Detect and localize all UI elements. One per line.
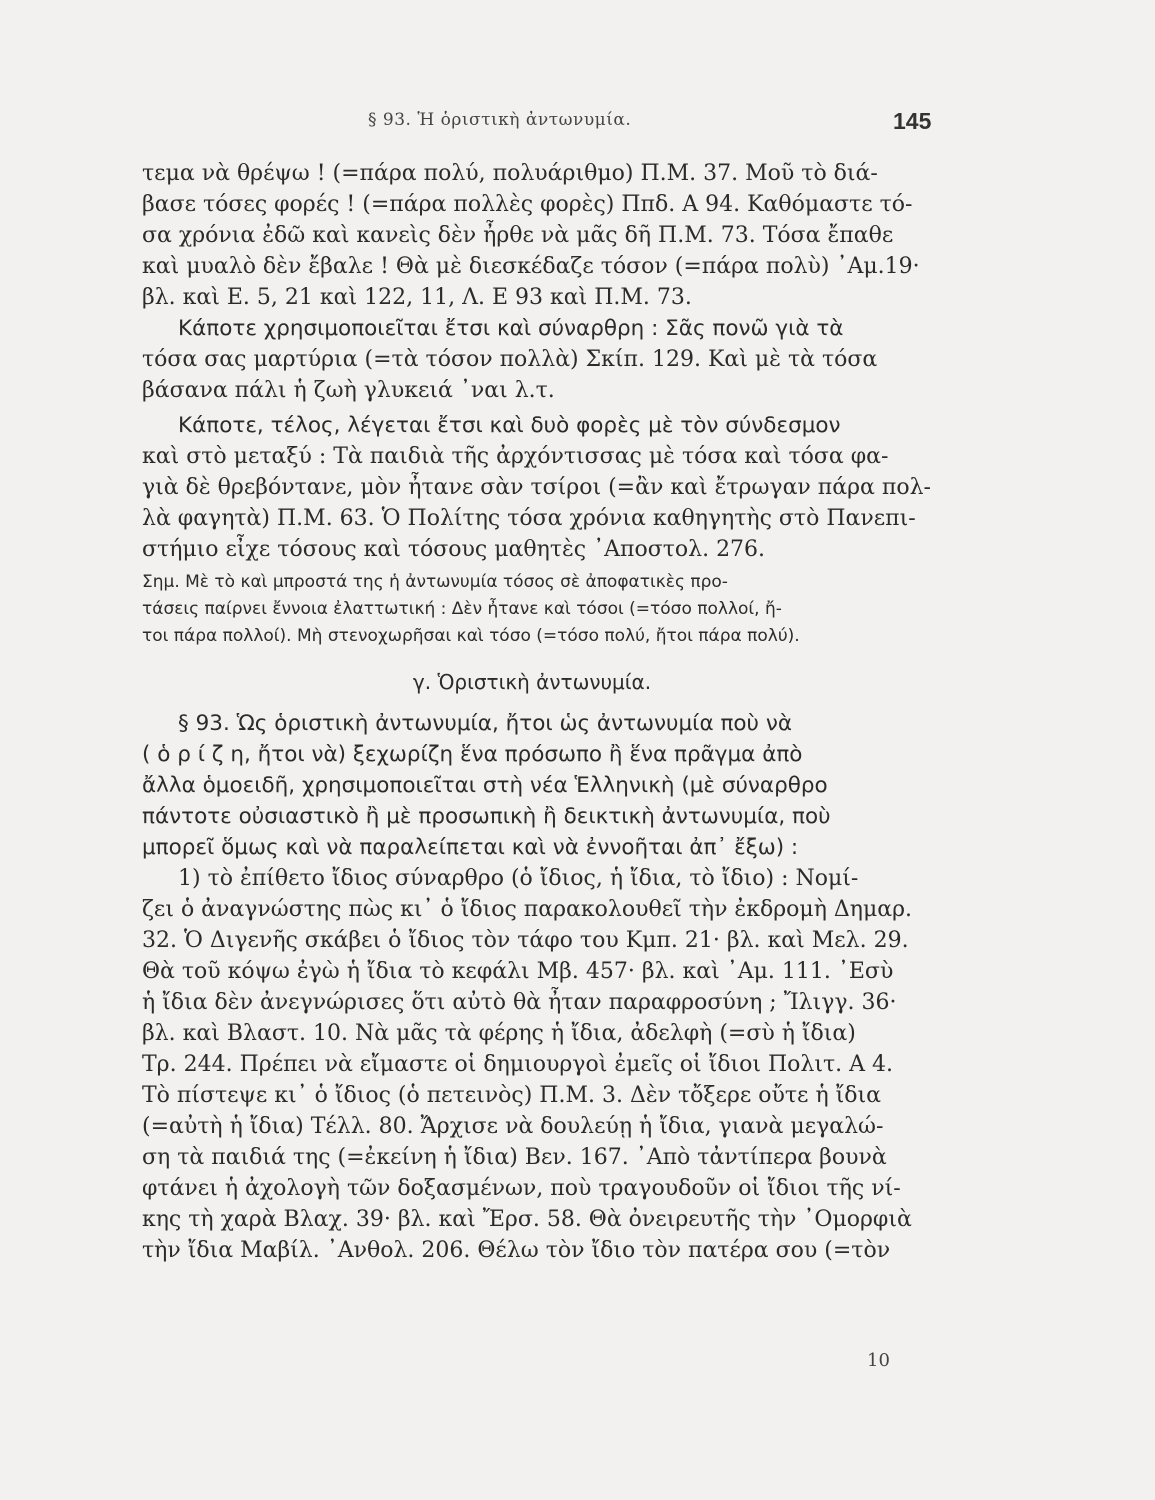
text-line: βλ. καὶ Βλαστ. 10. Νὰ μᾶς τὰ φέρης ἡ ἴδια, ἀδελφὴ (=σὺ ἡ ἴδια) xyxy=(142,1021,856,1046)
text-line: § 93. Ὡς ὁριστικὴ ἀντωνυμία, ἤτοι ὡς ἀντωνυμία ποὺ νὰ xyxy=(178,711,793,736)
text-line: στήμιο εἶχε τόσους καὶ τόσους μαθητὲς ᾿Αποστολ. 276. xyxy=(142,537,766,562)
text-line: (=αὐτὴ ἡ ἴδια) Τέλλ. 80. Ἄρχισε νὰ δουλεύῃ ἡ ἴδια, γιανὰ μεγαλώ- xyxy=(142,1114,884,1139)
paragraph-synarthri xyxy=(142,313,942,406)
text-line: καὶ στὸ μεταξύ : Τὰ παιδιὰ τῆς ἀρχόντισσας μὲ τόσα καὶ τόσα φα- xyxy=(142,444,889,469)
text-line: Κάποτε χρησιμοποιεῖται ἔτσι καὶ σύναρθρη : Σᾶς πονῶ γιὰ τὰ xyxy=(178,316,844,341)
text-line: μπορεῖ ὅμως καὶ νὰ παραλείπεται καὶ νὰ ἐννοῆται ἀπ᾿ ἔξω) : xyxy=(142,835,799,860)
text-line: τεμα νὰ θρέψω ! (=πάρα πολύ, πολυάριθμο) Π.Μ. 37. Μοῦ τὸ διά- xyxy=(142,161,878,186)
paragraph-dyo-fores xyxy=(142,410,942,565)
text-line: βλ. καὶ Ε. 5, 21 καὶ 122, 11, Λ. Ε 93 καὶ Π.Μ. 73. xyxy=(142,285,692,310)
text-line: Θὰ τοῦ κόψω ἐγὼ ἡ ἴδια τὸ κεφάλι Μβ. 457· βλ. καὶ ᾿Αμ. 111. ᾿Εσὺ xyxy=(142,959,894,984)
text-line: ση τὰ παιδιά της (=ἐκείνη ἡ ἴδια) Βεν. 167. ᾿Απὸ τἀντίπερα βουνὰ xyxy=(142,1145,887,1170)
text-line: τόσα σας μαρτύρια (=τὰ τόσον πολλὰ) Σκίπ. 129. Καὶ μὲ τὰ τόσα xyxy=(142,347,878,372)
text-line: 1) τὸ ἐπίθετο ἴδιος σύναρθρο (ὁ ἴδιος, ἡ ἴδια, τὸ ἴδιο) : Νομί- xyxy=(178,866,859,891)
note-line: Σημ. Μὲ τὸ καὶ μπροστά της ἡ ἀντωνυμία τόσος σὲ ἀποφατικὲς προ- xyxy=(142,572,728,592)
text-line: λὰ φαγητὰ) Π.Μ. 63. Ὁ Πολίτης τόσα χρόνια καθηγητὴς στὸ Πανεπι- xyxy=(142,506,916,531)
text-line: βάσανα πάλι ἡ ζωὴ γλυκειά ᾿ναι λ.τ. xyxy=(142,378,555,403)
page-body xyxy=(142,158,942,1266)
note-block xyxy=(142,569,942,650)
section-93-intro xyxy=(142,708,942,863)
point-1-idios xyxy=(142,863,942,1266)
text-line: καὶ μυαλὸ δὲν ἔβαλε ! Θὰ μὲ διεσκέδαζε τόσον (=πάρα πολὺ) ᾿Αμ.19· xyxy=(142,254,920,279)
text-line: ζει ὁ ἀναγνώστης πὼς κι᾿ ὁ ἴδιος παρακολουθεῖ τὴν ἐκδρομὴ Δημαρ. xyxy=(142,897,913,922)
text-line: Τὸ πίστεψε κι᾿ ὁ ἴδιος (ὁ πετεινὸς) Π.Μ. 3. Δὲν τὄξερε οὔτε ἡ ἴδια xyxy=(142,1083,881,1108)
paragraph-tosos-examples xyxy=(142,158,942,313)
text-line: ἡ ἴδια δὲν ἀνεγνώρισες ὅτι αὐτὸ θὰ ἦταν παραφροσύνη ; Ἴλιγγ. 36· xyxy=(142,990,897,1015)
page-header xyxy=(0,104,1155,144)
text-line: Κάποτε, τέλος, λέγεται ἔτσι καὶ δυὸ φορὲς μὲ τὸν σύνδεσμον xyxy=(178,413,841,438)
text-line: ( ὁ ρ ί ζ η, ἤτοι νὰ) ξεχωρίζη ἕνα πρόσωπο ἢ ἕνα πρᾶγμα ἀπὸ xyxy=(142,742,803,767)
text-line: σα χρόνια ἐδῶ καὶ κανεὶς δὲν ἦρθε νὰ μᾶς δῆ Π.Μ. 73. Τόσα ἔπαθε xyxy=(142,223,894,248)
text-line: τὴν ἴδια Μαβίλ. ᾿Ανθολ. 206. Θέλω τὸν ἴδιο τὸν πατέρα σου (=τὸν xyxy=(142,1238,891,1263)
section-heading: γ. Ὁριστικὴ ἀντωνυμία. xyxy=(412,670,652,694)
note-line: τάσεις παίρνει ἔννοια ἐλαττωτική : Δὲν ἦτανε καὶ τόσοι (=τόσο πολλοί, ἤ- xyxy=(142,599,782,619)
text-line: 32. Ὁ Διγενῆς σκάβει ὁ ἴδιος τὸν τάφο του Κμπ. 21· βλ. καὶ Μελ. 29. xyxy=(142,928,909,953)
text-line: ἄλλα ὁμοειδῆ, χρησιμοποιεῖται στὴ νέα Ἑλληνικὴ (μὲ σύναρθρο xyxy=(142,773,828,798)
note-line: τοι πάρα πολλοί). Μὴ στενοχωρῆσαι καὶ τόσο (=τόσο πολύ, ἤτοι πάρα πολύ). xyxy=(142,626,800,646)
text-line: φτάνει ἡ ἀχολογὴ τῶν δοξασμένων, ποὺ τραγουδοῦν οἱ ἴδιοι τῆς νί- xyxy=(142,1176,901,1201)
text-line: βασε τόσες φορές ! (=πάρα πολλὲς φορὲς) Ππδ. Α 94. Καθόμαστε τό- xyxy=(142,192,913,217)
text-line: Τρ. 244. Πρέπει νὰ εἴμαστε οἱ δημιουργοὶ ἐμεῖς οἱ ἴδιοι Πολιτ. Α 4. xyxy=(142,1052,894,1077)
signature-mark: 10 xyxy=(867,1350,890,1371)
page-number: 145 xyxy=(893,108,932,134)
text-line: κης τὴ χαρὰ Βλαχ. 39· βλ. καὶ Ἔρσ. 58. Θὰ ὀνειρευτῆς τὴν ᾿Ομορφιὰ xyxy=(142,1207,912,1232)
text-line: πάντοτε οὐσιαστικὸ ἢ μὲ προσωπικὴ ἢ δεικτικὴ ἀντωνυμία, ποὺ xyxy=(142,804,831,829)
running-head: § 93. Ἡ ὁριστικὴ ἀντωνυμία. xyxy=(368,110,632,130)
text-line: γιὰ δὲ θρεβόντανε, μὸν ἦτανε σὰν τσίροι (=ἂν καὶ ἔτρωγαν πάρα πολ- xyxy=(142,475,931,500)
